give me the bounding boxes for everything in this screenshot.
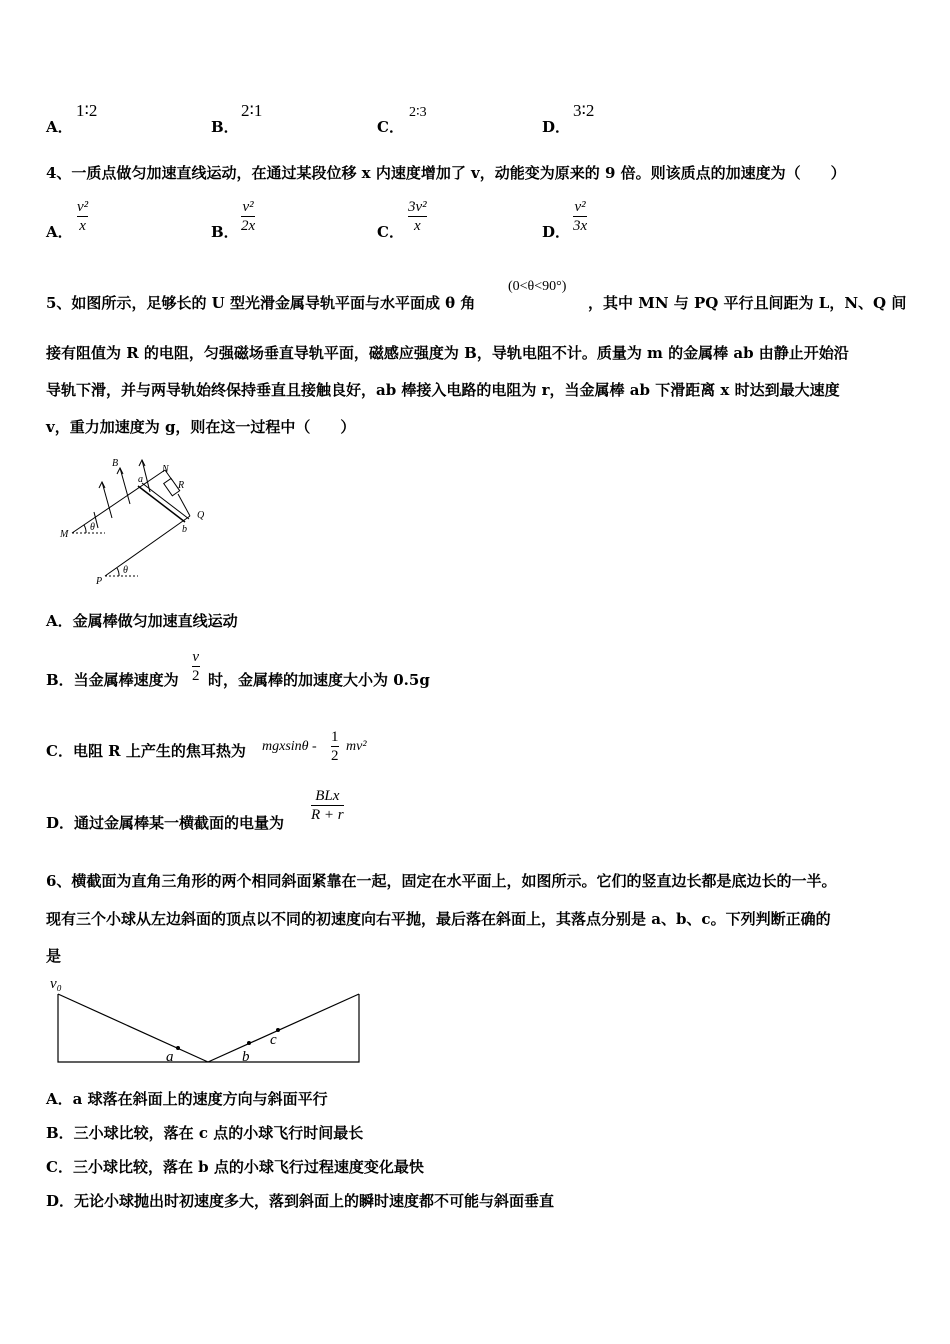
q4-d-numerator: v²	[574, 199, 586, 215]
q5-stem-part2: ，其中 MN 与 PQ 平行且间距为 L，N、Q 间	[588, 294, 907, 312]
q4-option-d-fraction	[573, 198, 587, 235]
q5-stem-line4: v，重力加速度为 g，则在这一过程中（ ）	[46, 418, 356, 436]
q5-b-numerator: v	[192, 649, 200, 665]
q5-option-c-fraction	[331, 728, 339, 765]
q4-option-a-fraction	[77, 198, 88, 235]
q5-theta-range: (0<θ<90°)	[508, 279, 567, 294]
q6-option-b: B．三小球比较，落在 c 点的小球飞行时间最长	[46, 1124, 364, 1142]
q5-option-b-prefix: B．当金属棒速度为	[46, 671, 179, 689]
fig-label-theta-2: θ	[123, 565, 128, 576]
q5-option-c-expr1: mgxsinθ -	[262, 739, 317, 754]
q3-option-c-value: 2∶3	[409, 105, 427, 120]
q5-option-c-expr2: mv²	[346, 739, 367, 754]
q4-b-denominator: 2x	[241, 218, 256, 234]
q4-option-b-label: B．	[211, 223, 239, 241]
q4-d-denominator: 3x	[573, 218, 588, 234]
q3-option-c-label: C．	[377, 118, 404, 136]
q4-c-numerator: 3v²	[408, 199, 427, 215]
q5-c-numerator: 1	[331, 729, 339, 745]
q5-d-numerator: BLx	[315, 788, 340, 804]
q5-b-denominator: 2	[192, 668, 200, 684]
q5-option-a: A．金属棒做匀加速直线运动	[46, 612, 238, 630]
q6-option-d: D．无论小球抛出时初速度多大，落到斜面上的瞬时速度都不可能与斜面垂直	[46, 1192, 555, 1210]
left-slope	[58, 994, 208, 1062]
q5-stem-line2: 接有阻值为 R 的电阻，匀强磁场垂直导轨平面，磁感应强度为 B，导轨电阻不计。质量为 m 的金属棒 ab 由静止开始沿	[46, 344, 849, 362]
q5-d-denominator: R + r	[311, 807, 344, 823]
fig-label-M: M	[60, 529, 69, 540]
q4-a-numerator: v²	[77, 199, 89, 215]
q3-option-b-value: 2∶1	[241, 101, 263, 120]
fig-label-R: R	[178, 480, 185, 491]
q4-b-numerator: v²	[242, 199, 254, 215]
q4-option-b-fraction	[241, 198, 255, 235]
fig-label-a: a	[166, 1049, 174, 1065]
fig-label-b: b	[182, 524, 187, 535]
q4-stem: 4、一质点做匀加速直线运动，在通过某段位移 x 内速度增加了 v，动能变为原来的 9 倍。则该质点的加速度为（ ）	[46, 164, 846, 182]
fig-label-Q: Q	[197, 510, 205, 521]
q3-option-d-value: 3∶2	[573, 101, 595, 120]
q3-option-a-label: A．	[46, 118, 73, 136]
q4-option-d-label: D．	[542, 223, 571, 241]
q6-stem-line2: 现有三个小球从左边斜面的顶点以不同的初速度向右平抛，最后落在斜面上，其落点分别是 a、b、c。下列判断正确的	[46, 910, 831, 928]
q3-option-d-label: D．	[542, 118, 571, 136]
fig-label-theta-1: θ	[90, 522, 95, 533]
q3-option-a-value: 1∶2	[76, 101, 98, 120]
landing-point-b	[247, 1041, 251, 1045]
q5-option-c-prefix: C．电阻 R 上产生的焦耳热为	[46, 742, 246, 760]
q3-option-b-label: B．	[211, 118, 239, 136]
q4-option-c-fraction	[408, 198, 427, 235]
rail-mn	[72, 470, 165, 533]
fig-label-c: c	[270, 1032, 277, 1048]
q6-slopes-diagram	[46, 972, 366, 1067]
q4-option-c-label: C．	[377, 223, 404, 241]
fig-label-N: N	[162, 464, 169, 475]
q5-option-d-fraction	[311, 787, 344, 824]
q5-option-d-prefix: D．通过金属棒某一横截面的电量为	[46, 814, 285, 832]
q5-option-b-fraction	[192, 648, 200, 685]
landing-point-a	[176, 1046, 180, 1050]
q6-option-a: A．a 球落在斜面上的速度方向与斜面平行	[46, 1090, 328, 1108]
q5-stem-part1: 5、如图所示，足够长的 U 型光滑金属导轨平面与水平面成 θ 角	[46, 294, 476, 312]
q6-option-c: C．三小球比较，落在 b 点的小球飞行过程速度变化最快	[46, 1158, 424, 1176]
right-slope	[208, 994, 359, 1062]
fig-label-B: B	[112, 458, 119, 469]
fig-label-v0: v₀	[50, 976, 62, 992]
q5-stem-line3: 导轨下滑，并与两导轨始终保持垂直且接触良好，ab 棒接入电路的电阻为 r，当金属棒 ab 下滑距离 x 时达到最大速度	[46, 381, 840, 399]
q5-option-b-suffix: 时，金属棒的加速度大小为 0.5g	[208, 671, 430, 689]
q5-rail-diagram	[50, 452, 230, 592]
fig-label-b: b	[242, 1049, 250, 1065]
q4-a-denominator: x	[77, 216, 88, 235]
q4-c-denominator: x	[408, 216, 427, 235]
q6-stem-line3: 是	[46, 947, 62, 965]
fig-label-a: a	[138, 474, 143, 485]
q6-stem-line1: 6、横截面为直角三角形的两个相同斜面紧靠在一起，固定在水平面上，如图所示。它们的竖直边长都是底边长的一半。	[46, 872, 837, 890]
q5-c-denominator: 2	[331, 748, 339, 764]
fig-label-P: P	[96, 576, 103, 587]
slopes-frame	[58, 994, 359, 1062]
rail-pq	[105, 516, 190, 576]
q4-option-a-label: A．	[46, 223, 73, 241]
